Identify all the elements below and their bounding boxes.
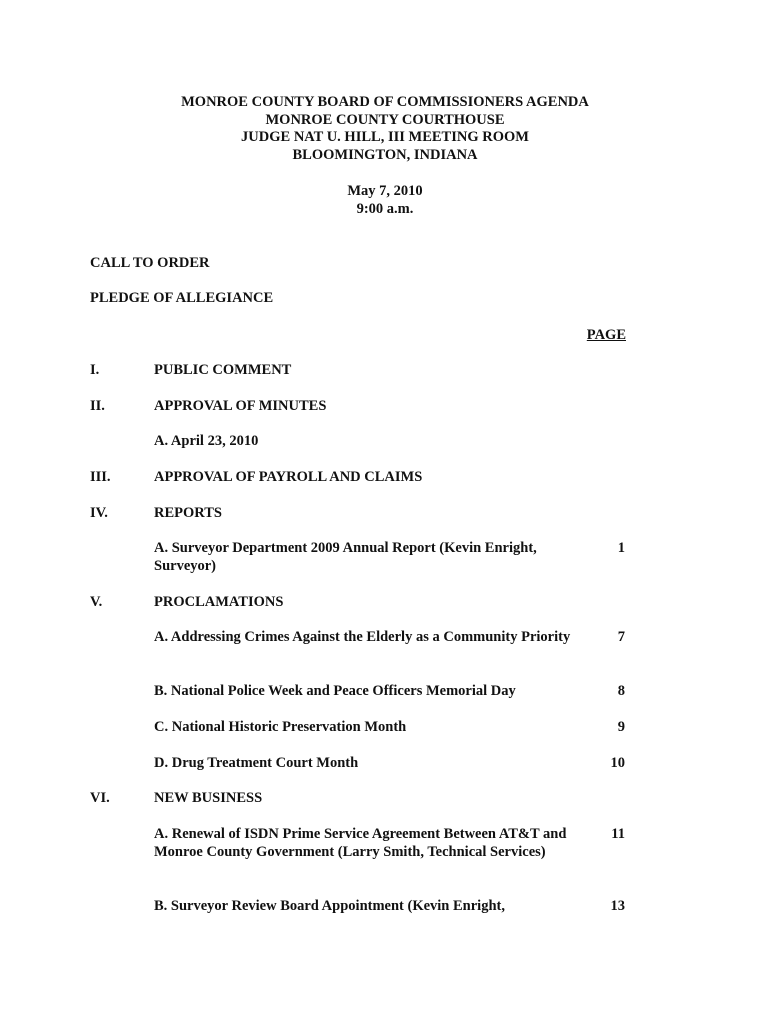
meeting-time: 9:00 a.m.: [356, 200, 414, 217]
agenda-item-page: 1: [617, 540, 625, 556]
section-title-reports: REPORTS: [154, 505, 222, 521]
agenda-item-page: 7: [617, 629, 625, 645]
agenda-item-page: 9: [617, 719, 625, 735]
meeting-date: May 7, 2010: [347, 183, 423, 199]
meeting-datetime: [0, 183, 770, 218]
agenda-item-police-week: B. National Police Week and Peace Officers Memorial Day: [154, 683, 516, 699]
agenda-item-surveyor-board: B. Surveyor Review Board Appointment (Kevin Enright,: [154, 898, 505, 914]
agenda-item-page: 10: [610, 755, 625, 771]
agenda-item-drug-court: D. Drug Treatment Court Month: [154, 755, 359, 771]
section-numeral: III.: [90, 469, 111, 485]
call-to-order: CALL TO ORDER: [90, 255, 210, 271]
header-building: MONROE COUNTY COURTHOUSE: [265, 111, 505, 128]
agenda-item-elderly-crimes: A. Addressing Crimes Against the Elderly as a Community Priority: [154, 629, 571, 645]
section-numeral: IV.: [90, 505, 108, 521]
header-city: BLOOMINGTON, INDIANA: [292, 146, 478, 163]
section-title-payroll: APPROVAL OF PAYROLL AND CLAIMS: [154, 469, 423, 485]
agenda-item-page: 11: [611, 826, 625, 842]
section-numeral: VI.: [90, 790, 110, 806]
section-title-proclamations: PROCLAMATIONS: [154, 594, 284, 610]
pledge-of-allegiance: PLEDGE OF ALLEGIANCE: [90, 290, 274, 306]
section-numeral: II.: [90, 398, 105, 414]
agenda-item-page: 13: [610, 898, 625, 914]
agenda-item-surveyor-report: A. Surveyor Department 2009 Annual Report (Kevin Enright, Surveyor): [154, 540, 537, 574]
section-title-public-comment: PUBLIC COMMENT: [154, 362, 292, 378]
page-column-label: PAGE: [586, 327, 626, 343]
agenda-item-page: 8: [617, 683, 625, 699]
agenda-item-minutes-april: A. April 23, 2010: [154, 433, 259, 449]
header-room: JUDGE NAT U. HILL, III MEETING ROOM: [241, 129, 529, 145]
header-title: MONROE COUNTY BOARD OF COMMISSIONERS AGENDA: [181, 94, 589, 110]
agenda-item-isdn-renewal: A. Renewal of ISDN Prime Service Agreement Between AT&T and Monroe County Government (Larry Smith, Technical Services): [154, 826, 567, 860]
section-title-minutes: APPROVAL OF MINUTES: [154, 398, 327, 414]
section-title-new-business: NEW BUSINESS: [154, 790, 263, 806]
section-numeral: V.: [90, 594, 103, 610]
agenda-item-historic-preservation: C. National Historic Preservation Month: [154, 719, 407, 735]
agenda-header: [0, 94, 770, 164]
section-numeral: I.: [90, 362, 100, 378]
